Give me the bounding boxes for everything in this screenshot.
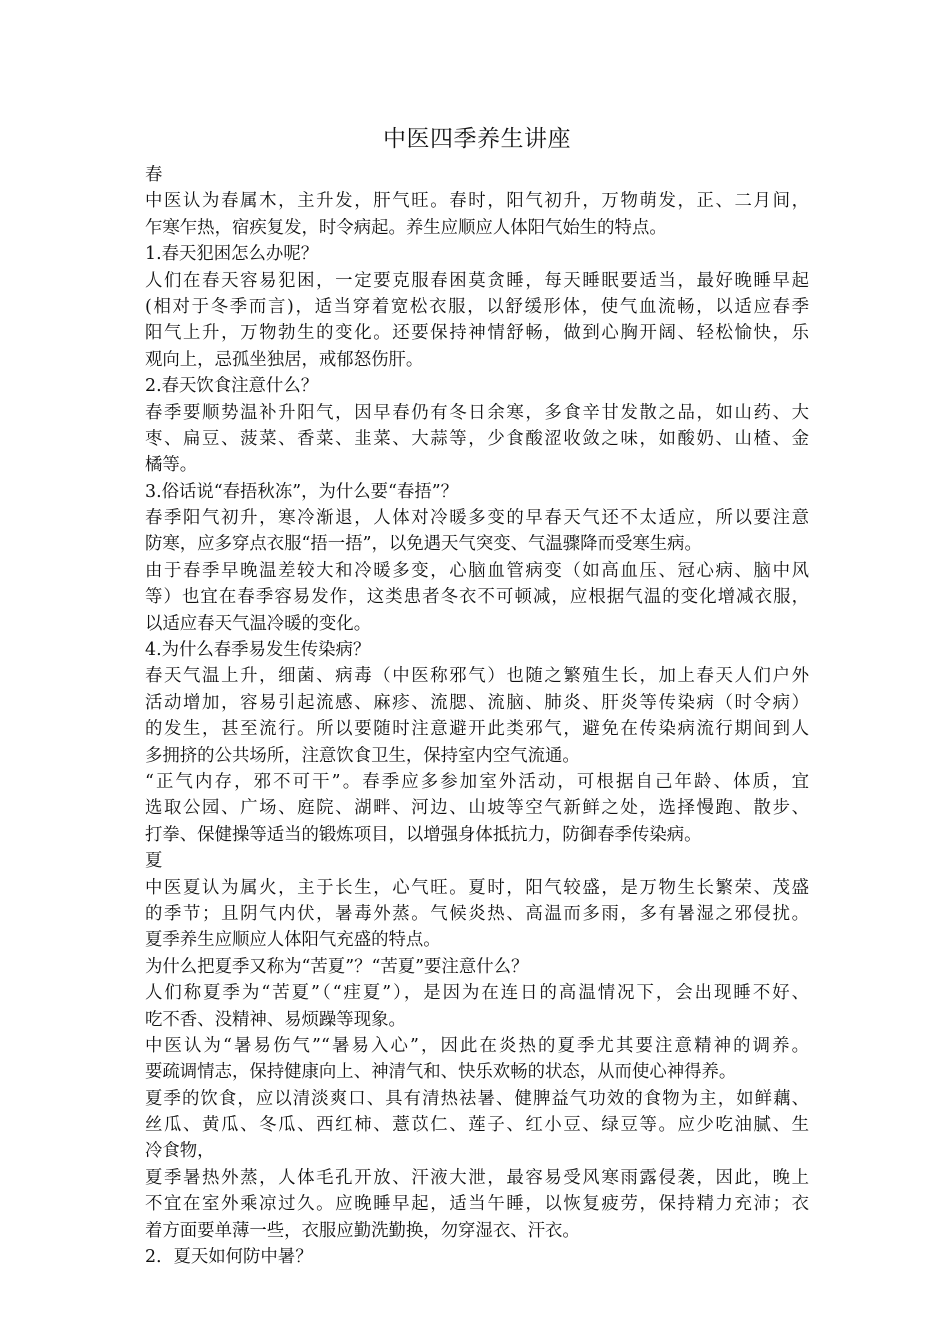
text-line: 为什么把夏季又称为“苦夏”？“苦夏”要注意什么？ [145,956,529,977]
text-line: 选取公园、广场、庭院、湖畔、河边、山坡等空气新鲜之处，选择慢跑、散步、 [145,798,809,819]
text-line: 4.为什么春季易发生传染病？ [145,640,371,661]
text-line: 夏季养生应顺应人体阳气充盛的特点。 [145,930,441,951]
text-line: 冷食物， [145,1141,215,1162]
text-line: 春季要顺势温补升阳气，因早春仍有冬日余寒，多食辛甘发散之品，如山药、大 [145,402,809,423]
text-line: 丝瓜、黄瓜、冬瓜、西红柿、薏苡仁、莲子、红小豆、绿豆等。应少吃油腻、生 [145,1115,809,1136]
text-line: 中医夏认为属火，主于长生，心气旺。夏时，阳气较盛，是万物生长繁荣、茂盛 [145,877,809,898]
document-body [145,162,809,1270]
text-line: 春天气温上升，细菌、病毒（中医称邪气）也随之繁殖生长，加上春天人们户外 [145,666,809,687]
text-line: 多拥挤的公共场所，注意饮食卫生，保持室内空气流通。 [145,745,580,766]
text-line: 阳气上升，万物勃生的变化。还要保持神情舒畅，做到心胸开阔、轻松愉快，乐 [145,323,809,344]
text-line: 枣、扁豆、菠菜、香菜、韭菜、大蒜等，少食酸涩收敛之味，如酸奶、山楂、金 [145,428,809,449]
text-line: 中医认为春属木，主升发，肝气旺。春时，阳气初升，万物萌发，正、二月间， [145,191,809,212]
text-line: 夏 [145,851,163,872]
text-line: (相对于冬季而言)，适当穿着宽松衣服，以舒缓形体，使气血流畅，以适应春季 [145,296,809,317]
text-line: 春季阳气初升，寒冷渐退，人体对冷暖多变的早春天气还不太适应，所以要注意 [145,508,809,529]
text-line: 1.春天犯困怎么办呢？ [145,244,319,265]
text-line: 等）也宜在春季容易发作，这类患者冬衣不可顿减，应根据气温的变化增减衣服， [145,587,809,608]
text-line: 吃不香、没精神、易烦躁等现象。 [145,1009,406,1030]
text-line: 橘等。 [145,455,198,476]
text-line: 中医认为“暑易伤气”“暑易入心”，因此在炎热的夏季尤其要注意精神的调养。 [145,1035,809,1056]
text-line: 夏季的饮食，应以清淡爽口、具有清热祛暑、健脾益气功效的食物为主，如鲜藕、 [145,1088,809,1109]
text-line: 的季节；且阴气内伏，暑毒外蒸。气候炎热、高温而多雨，多有暑湿之邪侵扰。 [145,903,809,924]
text-line: 不宜在室外乘凉过久。应晚睡早起，适当午睡，以恢复疲劳，保持精力充沛；衣 [145,1194,809,1215]
document-page [145,0,809,1270]
text-line: “正气内存，邪不可干”。春季应多参加室外活动，可根据自己年龄、体质，宜 [145,771,809,792]
text-line: 春 [145,165,163,185]
text-line: 要疏调情志，保持健康向上、神清气和、快乐欢畅的状态，从而使心神得养。 [145,1062,737,1083]
text-line: 乍寒乍热，宿疾复发，时令病起。养生应顺应人体阳气始生的特点。 [145,217,667,238]
text-line: 以适应春天气温冷暖的变化。 [145,613,372,634]
text-line: 打拳、保健操等适当的锻炼项目，以增强身体抵抗力，防御春季传染病。 [145,824,702,845]
text-line: 防寒，应多穿点衣服“捂一捂”，以免遇天气突变、气温骤降而受寒生病。 [145,534,702,555]
text-line: 着方面要单薄一些，衣服应勤洗勤换，勿穿湿衣、汗衣。 [145,1220,580,1241]
text-line: 夏季暑热外蒸，人体毛孔开放、汗液大泄，最容易受风寒雨露侵袭，因此，晚上 [145,1167,809,1188]
document-title: 中医四季养生讲座 [383,126,571,152]
text-line: 活动增加，容易引起流感、麻疹、流腮、流脑、肺炎、肝炎等传染病（时令病） [145,692,809,713]
text-line: 人们在春天容易犯困，一定要克服春困莫贪睡，每天睡眠要适当，最好晚睡早起 [145,270,809,291]
text-line: 的发生，甚至流行。所以要随时注意避开此类邪气，避免在传染病流行期间到人 [145,719,809,740]
text-line: 3.俗话说“春捂秋冻”，为什么要“春捂”？ [145,481,459,502]
text-line: 2.春天饮食注意什么？ [145,376,319,397]
text-line: 人们称夏季为“苦夏”（“疰夏”），是因为在连日的高温情况下，会出现睡不好、 [145,983,809,1004]
text-line: 2．夏天如何防中暑？ [145,1247,313,1268]
text-line: 由于春季早晚温差较大和冷暖多变，心脑血管病变（如高血压、冠心病、脑中风 [145,560,809,581]
text-line: 观向上，忌孤坐独居，戒郁怒伤肝。 [145,349,424,370]
